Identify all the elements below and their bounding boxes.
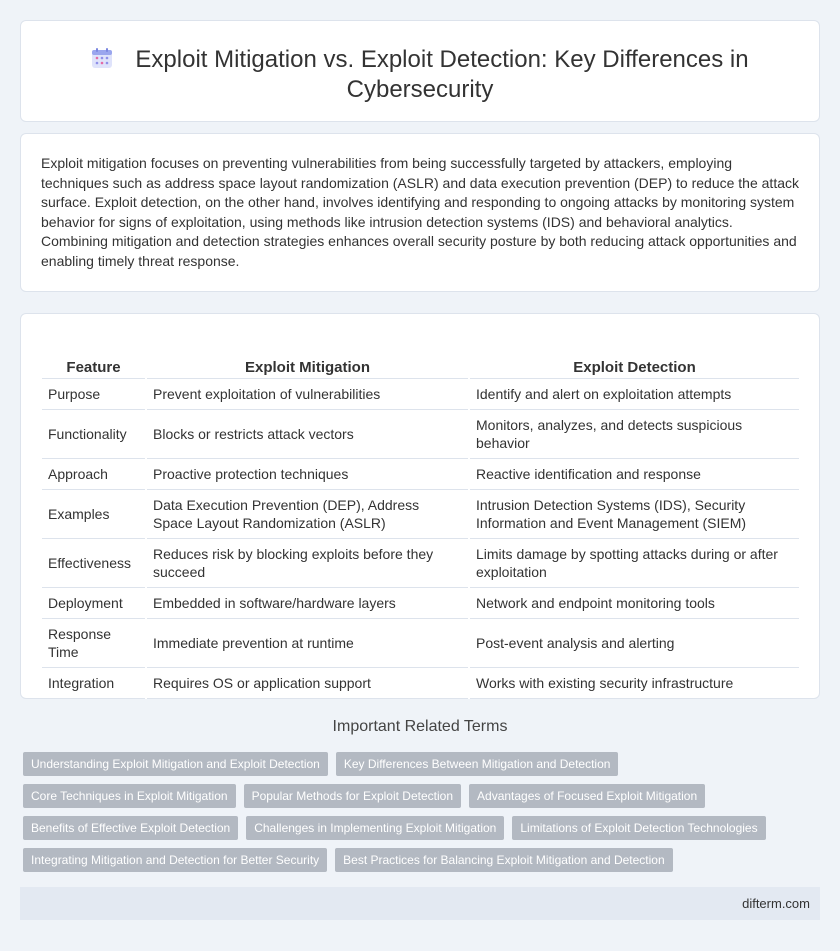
footer-site-link[interactable]: difterm.com — [742, 896, 810, 911]
related-term-tag[interactable]: Limitations of Exploit Detection Technologies — [512, 816, 765, 840]
table-row — [42, 378, 799, 409]
mitigation-cell: Proactive protection techniques — [146, 458, 469, 489]
mitigation-cell: Blocks or restricts attack vectors — [146, 409, 469, 458]
comparison-table — [42, 334, 799, 699]
table-row — [42, 409, 799, 458]
header-exploit-mitigation: Exploit Mitigation — [146, 334, 469, 378]
related-term-tag[interactable]: Challenges in Implementing Exploit Mitigation — [246, 816, 504, 840]
related-term-tag[interactable]: Key Differences Between Mitigation and Detection — [336, 752, 619, 776]
feature-cell: Response Time — [42, 618, 146, 667]
table-row — [42, 618, 799, 667]
intro-card — [20, 133, 820, 292]
detection-cell: Intrusion Detection Systems (IDS), Security Information and Event Management (SIEM) — [469, 489, 799, 538]
feature-cell: Deployment — [42, 587, 146, 618]
comparison-card — [20, 313, 820, 699]
feature-cell: Approach — [42, 458, 146, 489]
related-term-tag[interactable]: Best Practices for Balancing Exploit Mitigation and Detection — [335, 848, 673, 872]
mitigation-cell: Reduces risk by blocking exploits before they succeed — [146, 538, 469, 587]
footer-bar — [20, 887, 820, 920]
tag-row — [23, 848, 823, 872]
mitigation-cell: Embedded in software/hardware layers — [146, 587, 469, 618]
tag-row — [23, 752, 823, 776]
mitigation-cell: Immediate prevention at runtime — [146, 618, 469, 667]
related-term-tag[interactable]: Benefits of Effective Exploit Detection — [23, 816, 238, 840]
feature-cell: Functionality — [42, 409, 146, 458]
detection-cell: Post-event analysis and alerting — [469, 618, 799, 667]
calendar-grid-icon — [91, 47, 113, 69]
detection-cell: Identify and alert on exploitation attempts — [469, 378, 799, 409]
tag-row — [23, 784, 823, 808]
table-row — [42, 587, 799, 618]
detection-cell: Monitors, analyzes, and detects suspicious behavior — [469, 409, 799, 458]
header-feature: Feature — [42, 334, 146, 378]
related-terms-title: Important Related Terms — [332, 718, 508, 735]
feature-cell: Purpose — [42, 378, 146, 409]
detection-cell: Network and endpoint monitoring tools — [469, 587, 799, 618]
header-card — [20, 20, 820, 122]
detection-cell: Limits damage by spotting attacks during or after exploitation — [469, 538, 799, 587]
related-term-tag[interactable]: Advantages of Focused Exploit Mitigation — [469, 784, 705, 808]
mitigation-cell: Requires OS or application support — [146, 667, 469, 698]
table-row — [42, 458, 799, 489]
feature-cell: Effectiveness — [42, 538, 146, 587]
related-term-tag[interactable]: Popular Methods for Exploit Detection — [244, 784, 461, 808]
table-row — [42, 538, 799, 587]
tag-row — [23, 816, 823, 840]
related-terms-list — [23, 752, 823, 880]
mitigation-cell: Prevent exploitation of vulnerabilities — [146, 378, 469, 409]
mitigation-cell: Data Execution Prevention (DEP), Address Space Layout Randomization (ASLR) — [146, 489, 469, 538]
table-header-row — [42, 334, 799, 378]
header-exploit-detection: Exploit Detection — [469, 334, 799, 378]
table-row — [42, 489, 799, 538]
detection-cell: Reactive identification and response — [469, 458, 799, 489]
page-title-row — [21, 45, 819, 105]
detection-cell: Works with existing security infrastructure — [469, 667, 799, 698]
table-row — [42, 667, 799, 698]
related-term-tag[interactable]: Integrating Mitigation and Detection for Better Security — [23, 848, 327, 872]
related-term-tag[interactable]: Core Techniques in Exploit Mitigation — [23, 784, 236, 808]
intro-paragraph: Exploit mitigation focuses on preventing vulnerabilities from being successfully targeted by attackers, employing techniques such as address space layout randomization (ASLR) and data execution prevention (DEP) to reduce the attack surface. Exploit detection, on the other hand, involves identifying and responding to ongoing attacks by monitoring system behavior for signs of exploitation, using methods like intrusion detection systems (IDS) and behavioral analytics. Combining mitigation and detection strategies enhances overall security posture by both reducing attack opportunities and enabling timely threat response. — [41, 155, 799, 269]
page-title: Exploit Mitigation vs. Exploit Detection: Key Differences in Cybersecurity — [135, 46, 749, 103]
related-term-tag[interactable]: Understanding Exploit Mitigation and Exploit Detection — [23, 752, 328, 776]
feature-cell: Examples — [42, 489, 146, 538]
feature-cell: Integration — [42, 667, 146, 698]
